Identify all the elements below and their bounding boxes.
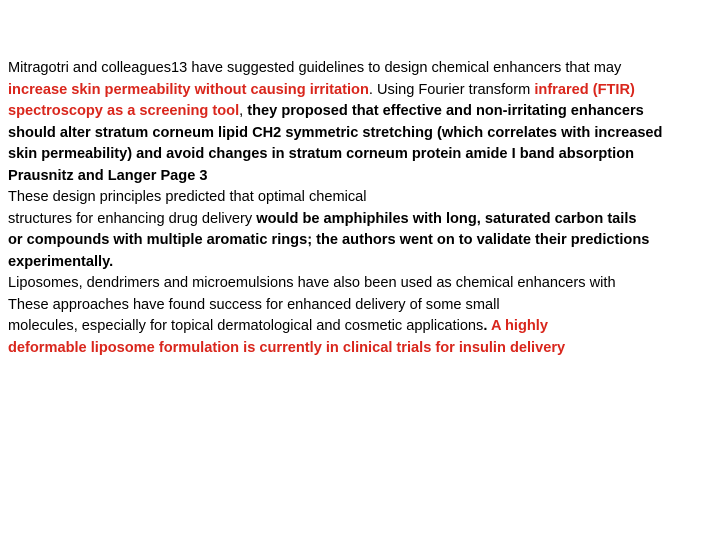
text-line	[8, 187, 714, 209]
text-segment: they proposed that effective and non-irritating enhancers	[247, 103, 644, 119]
text-line	[8, 338, 714, 360]
text-segment: These approaches have found success for enhanced delivery of some small	[8, 296, 500, 313]
text-segment: Prausnitz and Langer Page 3	[8, 167, 208, 184]
text-segment: skin permeability) and avoid changes in stratum corneum protein amide I band absorption	[8, 146, 635, 162]
text-segment: ,	[239, 103, 248, 119]
text-line	[8, 316, 714, 338]
text-line	[8, 166, 714, 188]
text-line	[8, 209, 714, 231]
text-segment: These design principles predicted that optimal chemical	[8, 189, 367, 205]
highlighted-text: increase skin permeability without causing irritation	[8, 81, 369, 98]
text-line	[8, 58, 714, 80]
text-line	[8, 144, 714, 166]
text-segment: or compounds with multiple aromatic rings; the authors went on to validate their predictions	[8, 232, 650, 248]
text-segment: experimentally.	[8, 253, 114, 270]
text-segment: . Using Fourier transform	[368, 81, 535, 98]
text-line	[8, 252, 714, 274]
highlighted-text: A highly	[490, 318, 548, 334]
text-line	[8, 101, 714, 123]
text-segment: molecules, especially for topical dermatological and cosmetic applications	[8, 318, 484, 334]
highlighted-text: infrared (FTIR)	[534, 81, 635, 98]
text-line	[8, 295, 714, 317]
highlighted-text: spectroscopy as a screening tool	[8, 103, 240, 119]
highlighted-text: deformable liposome formulation is currently in clinical trials for insulin delivery	[8, 339, 566, 356]
text-segment: Liposomes, dendrimers and microemulsions have also been used as chemical enhancers with	[8, 275, 616, 291]
text-segment: .	[483, 318, 491, 334]
body-text	[8, 58, 714, 359]
text-line	[8, 80, 714, 102]
text-line	[8, 230, 714, 252]
text-segment: Mitragotri and colleagues13 have suggested guidelines to design chemical enhancers that may	[8, 60, 622, 76]
text-segment: structures for enhancing drug delivery	[8, 210, 257, 227]
text-segment: should alter stratum corneum lipid CH2 symmetric stretching (which correlates with increased	[8, 124, 663, 141]
text-segment: would be amphiphiles with long, saturated carbon tails	[256, 210, 637, 227]
text-line	[8, 123, 714, 145]
text-line	[8, 273, 714, 295]
